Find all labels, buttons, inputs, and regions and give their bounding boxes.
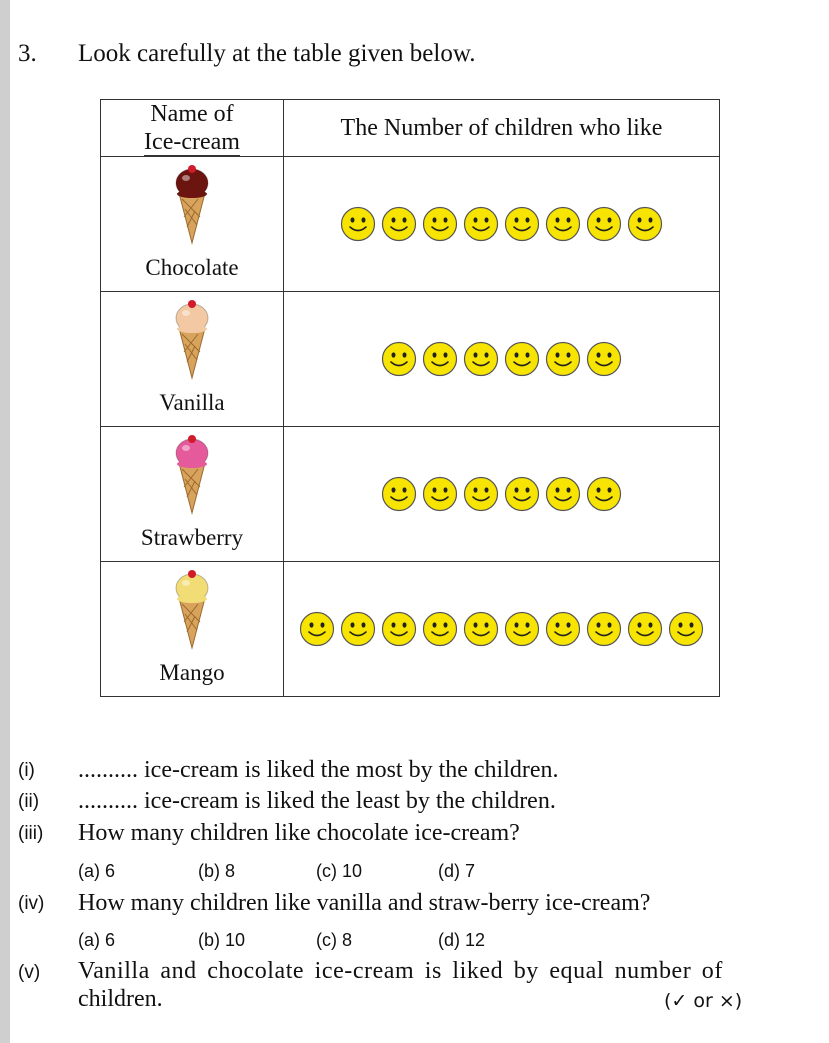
- subq-text: .......... ice-cream is liked the least by the children.: [78, 788, 556, 814]
- smiley-face-icon: [381, 341, 417, 377]
- smiley-face-icon: [463, 611, 499, 647]
- ice-cream-cone-graphic: [170, 163, 214, 245]
- strawberry-ice-cream-icon: [101, 433, 283, 515]
- header-col1-line1: Name of: [150, 101, 234, 127]
- subq-label: (iii): [18, 823, 44, 844]
- option: (c) 10: [316, 861, 363, 881]
- option: (c) 8: [316, 930, 352, 950]
- tick-or-cross-mark: (✓ or ×): [664, 990, 743, 1012]
- smiley-face-icon: [422, 611, 458, 647]
- smiley-face-icon: [586, 206, 622, 242]
- smiley-face-icon: [422, 341, 458, 377]
- smiley-face-icon: [545, 341, 581, 377]
- flavor-name: Chocolate: [145, 255, 239, 280]
- flavor-name: Strawberry: [140, 525, 244, 550]
- subq-text: .......... ice-cream is liked the most by the children.: [78, 757, 559, 783]
- vanilla-ice-cream-icon: [101, 298, 283, 380]
- ice-cream-cone-graphic: [170, 298, 214, 380]
- flavor-name: Vanilla: [159, 390, 225, 415]
- subq-label: (v): [18, 962, 41, 983]
- subq-text: Vanilla and chocolate ice-cream is liked by equal number of: [78, 958, 723, 984]
- smiley-face-icon: [422, 476, 458, 512]
- smiley-face-icon: [504, 611, 540, 647]
- smiley-cell: [284, 292, 720, 427]
- table-header-row: [101, 100, 720, 157]
- smiley-face-icon: [463, 476, 499, 512]
- flavor-cell: [101, 562, 284, 697]
- flavor-cell: [101, 157, 284, 292]
- table-row: [101, 157, 720, 292]
- smiley-face-icon: [463, 341, 499, 377]
- ice-cream-cone-graphic: [170, 568, 214, 650]
- mango-ice-cream-icon: [101, 568, 283, 650]
- subq-label: (iv): [18, 893, 45, 914]
- header-children-count: The Number of children who like: [284, 100, 720, 157]
- chocolate-ice-cream-icon: [101, 163, 283, 245]
- subq-label: (ii): [18, 791, 40, 812]
- smiley-face-icon: [463, 206, 499, 242]
- smiley-cell: [284, 157, 720, 292]
- smiley-face-icon: [586, 611, 622, 647]
- table-row: [101, 427, 720, 562]
- question-number: 3.: [18, 40, 37, 67]
- smiley-face-icon: [545, 476, 581, 512]
- smiley-cell: [284, 562, 720, 697]
- smiley-face-icon: [586, 341, 622, 377]
- option: (a) 6: [78, 930, 116, 950]
- smiley-face-icon: [504, 476, 540, 512]
- option: (b) 10: [198, 930, 246, 950]
- subq-text: How many children like vanilla and straw-berry ice-cream?: [78, 890, 651, 916]
- option: (b) 8: [198, 861, 236, 881]
- smiley-face-icon: [381, 206, 417, 242]
- smiley-face-icon: [504, 341, 540, 377]
- header-ice-cream-name: [101, 100, 284, 157]
- subq-text: How many children like chocolate ice-cream?: [78, 820, 520, 846]
- smiley-face-icon: [668, 611, 704, 647]
- option: (d) 7: [438, 861, 476, 881]
- smiley-face-icon: [545, 206, 581, 242]
- smiley-face-icon: [545, 611, 581, 647]
- flavor-cell: [101, 427, 284, 562]
- smiley-face-icon: [381, 476, 417, 512]
- smiley-face-icon: [504, 206, 540, 242]
- page-edge-bar: [0, 0, 10, 1043]
- header-col1-line2: Ice-cream: [144, 129, 240, 155]
- smiley-face-icon: [627, 611, 663, 647]
- flavor-name: Mango: [159, 660, 225, 685]
- ice-cream-cone-graphic: [170, 433, 214, 515]
- smiley-face-icon: [340, 206, 376, 242]
- smiley-face-icon: [586, 476, 622, 512]
- smiley-face-icon: [627, 206, 663, 242]
- subq-text-line2: children.: [78, 986, 163, 1012]
- smiley-face-icon: [381, 611, 417, 647]
- subq-label: (i): [18, 760, 35, 781]
- smiley-face-icon: [422, 206, 458, 242]
- flavor-cell: [101, 292, 284, 427]
- pictograph-table: [100, 99, 720, 697]
- smiley-cell: [284, 427, 720, 562]
- table-row: [101, 562, 720, 697]
- option: (d) 12: [438, 930, 486, 950]
- smiley-face-icon: [340, 611, 376, 647]
- table-row: [101, 292, 720, 427]
- option: (a) 6: [78, 861, 116, 881]
- question-title: Look carefully at the table given below.: [78, 40, 476, 67]
- smiley-face-icon: [299, 611, 335, 647]
